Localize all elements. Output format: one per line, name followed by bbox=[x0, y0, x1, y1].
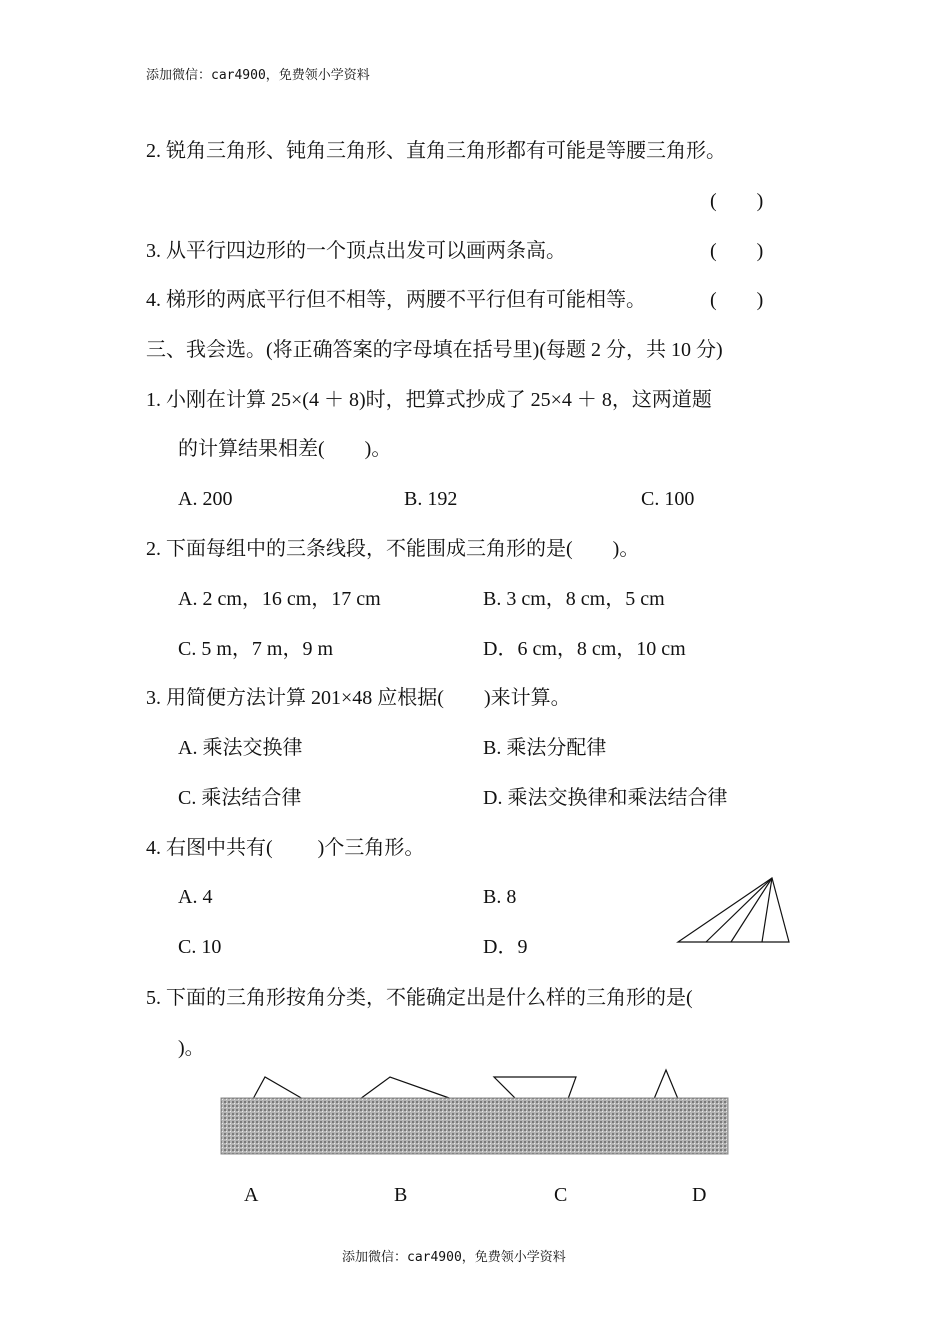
triangle-a-visible-part bbox=[253, 1077, 303, 1099]
footer-note: 添加微信：car4900，免费领小学资料 bbox=[342, 1250, 566, 1265]
choice-q2-option-b: B. 3 cm，8 cm，5 cm bbox=[483, 588, 665, 610]
judge-q2-answer-paren[interactable]: ( ) bbox=[710, 190, 764, 212]
q5-label-d: D bbox=[692, 1184, 707, 1206]
choice-q3-text: 3. 用简便方法计算 201×48 应根据( )来计算。 bbox=[146, 687, 571, 709]
inner-segment-2 bbox=[731, 878, 772, 942]
choice-q2-option-a: A. 2 cm，16 cm，17 cm bbox=[178, 588, 381, 610]
choice-q1-option-b: B. 192 bbox=[404, 488, 458, 510]
choice-q4-text: 4. 右图中共有( )个三角形。 bbox=[146, 837, 425, 859]
choice-q1-option-a: A. 200 bbox=[178, 488, 233, 510]
judge-q3: 3. 从平行四边形的一个顶点出发可以画两条高。 bbox=[146, 240, 566, 262]
choice-q5-line2: )。 bbox=[178, 1037, 205, 1059]
outer-triangle bbox=[678, 878, 789, 942]
choice-q4-option-c: C. 10 bbox=[178, 936, 222, 958]
choice-q3-option-d: D. 乘法交换律和乘法结合律 bbox=[483, 787, 728, 809]
choice-q1-line1: 1. 小刚在计算 25×(4 ＋ 8)时，把算式抄成了 25×4 ＋ 8，这两道题 bbox=[146, 389, 712, 411]
choice-q5-line1: 5. 下面的三角形按角分类，不能确定出是什么样的三角形的是( bbox=[146, 987, 693, 1009]
choice-q2-text: 2. 下面每组中的三条线段，不能围成三角形的是( )。 bbox=[146, 538, 640, 560]
hidden-triangles-figure bbox=[220, 1065, 732, 1160]
triangle-fan-figure bbox=[676, 876, 796, 946]
triangle-d-visible-part bbox=[654, 1070, 678, 1099]
judge-q4-answer-paren[interactable]: ( ) bbox=[710, 289, 764, 311]
header-note: 添加微信：car4900，免费领小学资料 bbox=[146, 68, 370, 83]
choice-q1-line2: 的计算结果相差( )。 bbox=[178, 438, 392, 460]
judge-q4: 4. 梯形的两底平行但不相等，两腰不平行但有可能相等。 bbox=[146, 289, 646, 311]
judge-q3-answer-paren[interactable]: ( ) bbox=[710, 240, 764, 262]
triangle-c-visible-part bbox=[494, 1077, 576, 1099]
choice-q4-option-b: B. 8 bbox=[483, 886, 517, 908]
choice-q4-option-a: A. 4 bbox=[178, 886, 213, 908]
triangle-b-visible-part bbox=[360, 1077, 452, 1099]
choice-q3-option-a: A. 乘法交换律 bbox=[178, 737, 303, 759]
inner-segment-3 bbox=[762, 878, 772, 942]
q5-label-a: A bbox=[244, 1184, 259, 1206]
choice-q2-option-d: D．6 cm，8 cm，10 cm bbox=[483, 638, 686, 660]
q5-label-b: B bbox=[394, 1184, 408, 1206]
choice-q4-option-d: D．9 bbox=[483, 936, 528, 958]
judge-q2: 2. 锐角三角形、钝角三角形、直角三角形都有可能是等腰三角形。 bbox=[146, 140, 726, 162]
q5-label-c: C bbox=[554, 1184, 568, 1206]
inner-segment-1 bbox=[706, 878, 772, 942]
choice-q3-option-c: C. 乘法结合律 bbox=[178, 787, 302, 809]
ground-cover bbox=[221, 1098, 728, 1154]
choice-q2-option-c: C. 5 m，7 m，9 m bbox=[178, 638, 334, 660]
choice-q1-option-c: C. 100 bbox=[641, 488, 695, 510]
choice-q3-option-b: B. 乘法分配律 bbox=[483, 737, 607, 759]
section3-title: 三、我会选。(将正确答案的字母填在括号里)(每题 2 分，共 10 分) bbox=[146, 339, 723, 361]
